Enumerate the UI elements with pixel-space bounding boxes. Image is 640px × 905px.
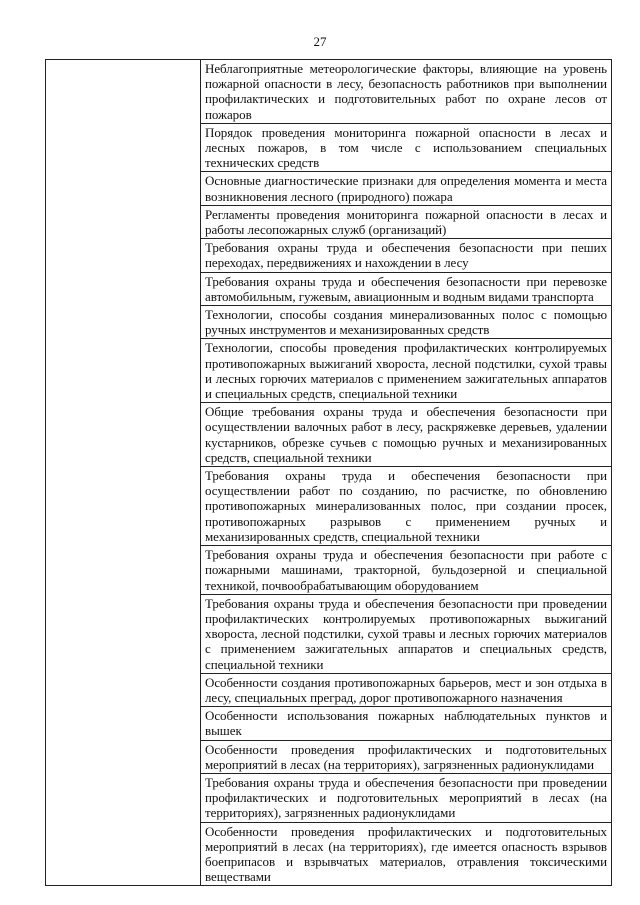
table-cell: Особенности использования пожарных наблюдательных пунктов и вышек <box>201 707 612 740</box>
knowledge-table-body <box>46 60 612 886</box>
page-number: 27 <box>313 34 327 49</box>
table-cell: Технологии, способы проведения профилактических контролируемых противопожарных выжиганий хвороста, лесной подстилки, сухой травы и лесных горючих материалов с применением зажигательных аппаратов и специальных средств, специальной техники <box>201 339 612 403</box>
table-cell: Технологии, способы создания минерализованных полос с помощью ручных инструментов и механизированных средств <box>201 306 612 339</box>
table-cell: Требования охраны труда и обеспечения безопасности при осуществлении работ по созданию, по расчистке, по обновлению противопожарных минерализованных полос, при создании просек, противопожарных разрывов с применением ручных и механизированных средств, специальной техники <box>201 467 612 546</box>
table-row <box>46 60 612 124</box>
table-cell: Основные диагностические признаки для определения момента и места возникновения лесного (природного) пожара <box>201 172 612 205</box>
table-cell: Неблагоприятные метеорологические факторы, влияющие на уровень пожарной опасности в лесу, безопасность работников при выполнении профилактических и подготовительных работ по охране лесов от пожаров <box>201 60 612 124</box>
table-cell: Требования охраны труда и обеспечения безопасности при работе с пожарными машинами, тракторной, бульдозерной и специальной техникой, почвообрабатывающим оборудованием <box>201 546 612 595</box>
table-cell: Требования охраны труда и обеспечения безопасности при проведении профилактических контролируемых противопожарных выжиганий хвороста, лесной подстилки, сухой травы и лесных горючих материалов с применением зажигательных аппаратов и специальных средств, специальной техники <box>201 594 612 673</box>
table-cell: Особенности создания противопожарных барьеров, мест и зон отдыха в лесу, специальных преград, дорог противопожарного назначения <box>201 673 612 706</box>
table-cell: Требования охраны труда и обеспечения безопасности при проведении профилактических и подготовительных мероприятий в лесах (на территориях), загрязненных радионуклидами <box>201 773 612 822</box>
table-cell: Требования охраны труда и обеспечения безопасности при пеших переходах, передвижениях и нахождении в лесу <box>201 239 612 272</box>
table-cell: Общие требования охраны труда и обеспечения безопасности при осуществлении валочных работ в лесу, раскряжевке деревьев, удалении кустарников, обрезке сучьев с помощью ручных и механизированных средств, специальной техники <box>201 403 612 467</box>
knowledge-table <box>45 59 612 886</box>
table-cell: Особенности проведения профилактических и подготовительных мероприятий в лесах (на территориях), загрязненных радионуклидами <box>201 740 612 773</box>
table-cell: Требования охраны труда и обеспечения безопасности при перевозке автомобильным, гужевым, авиационным и водным видами транспорта <box>201 272 612 305</box>
table-cell: Порядок проведения мониторинга пожарной опасности в лесах и лесных пожаров, в том числе с использованием специальных технических средств <box>201 123 612 172</box>
table-cell: Регламенты проведения мониторинга пожарной опасности в лесах и работы лесопожарных служб (организаций) <box>201 205 612 238</box>
table-cell: Особенности проведения профилактических и подготовительных мероприятий в лесах (на территориях), где имеется опасность взрывов боеприпасов и взрывчатых материалов, отравления токсическими веществами <box>201 822 612 886</box>
table-left-column-cell <box>46 60 201 886</box>
